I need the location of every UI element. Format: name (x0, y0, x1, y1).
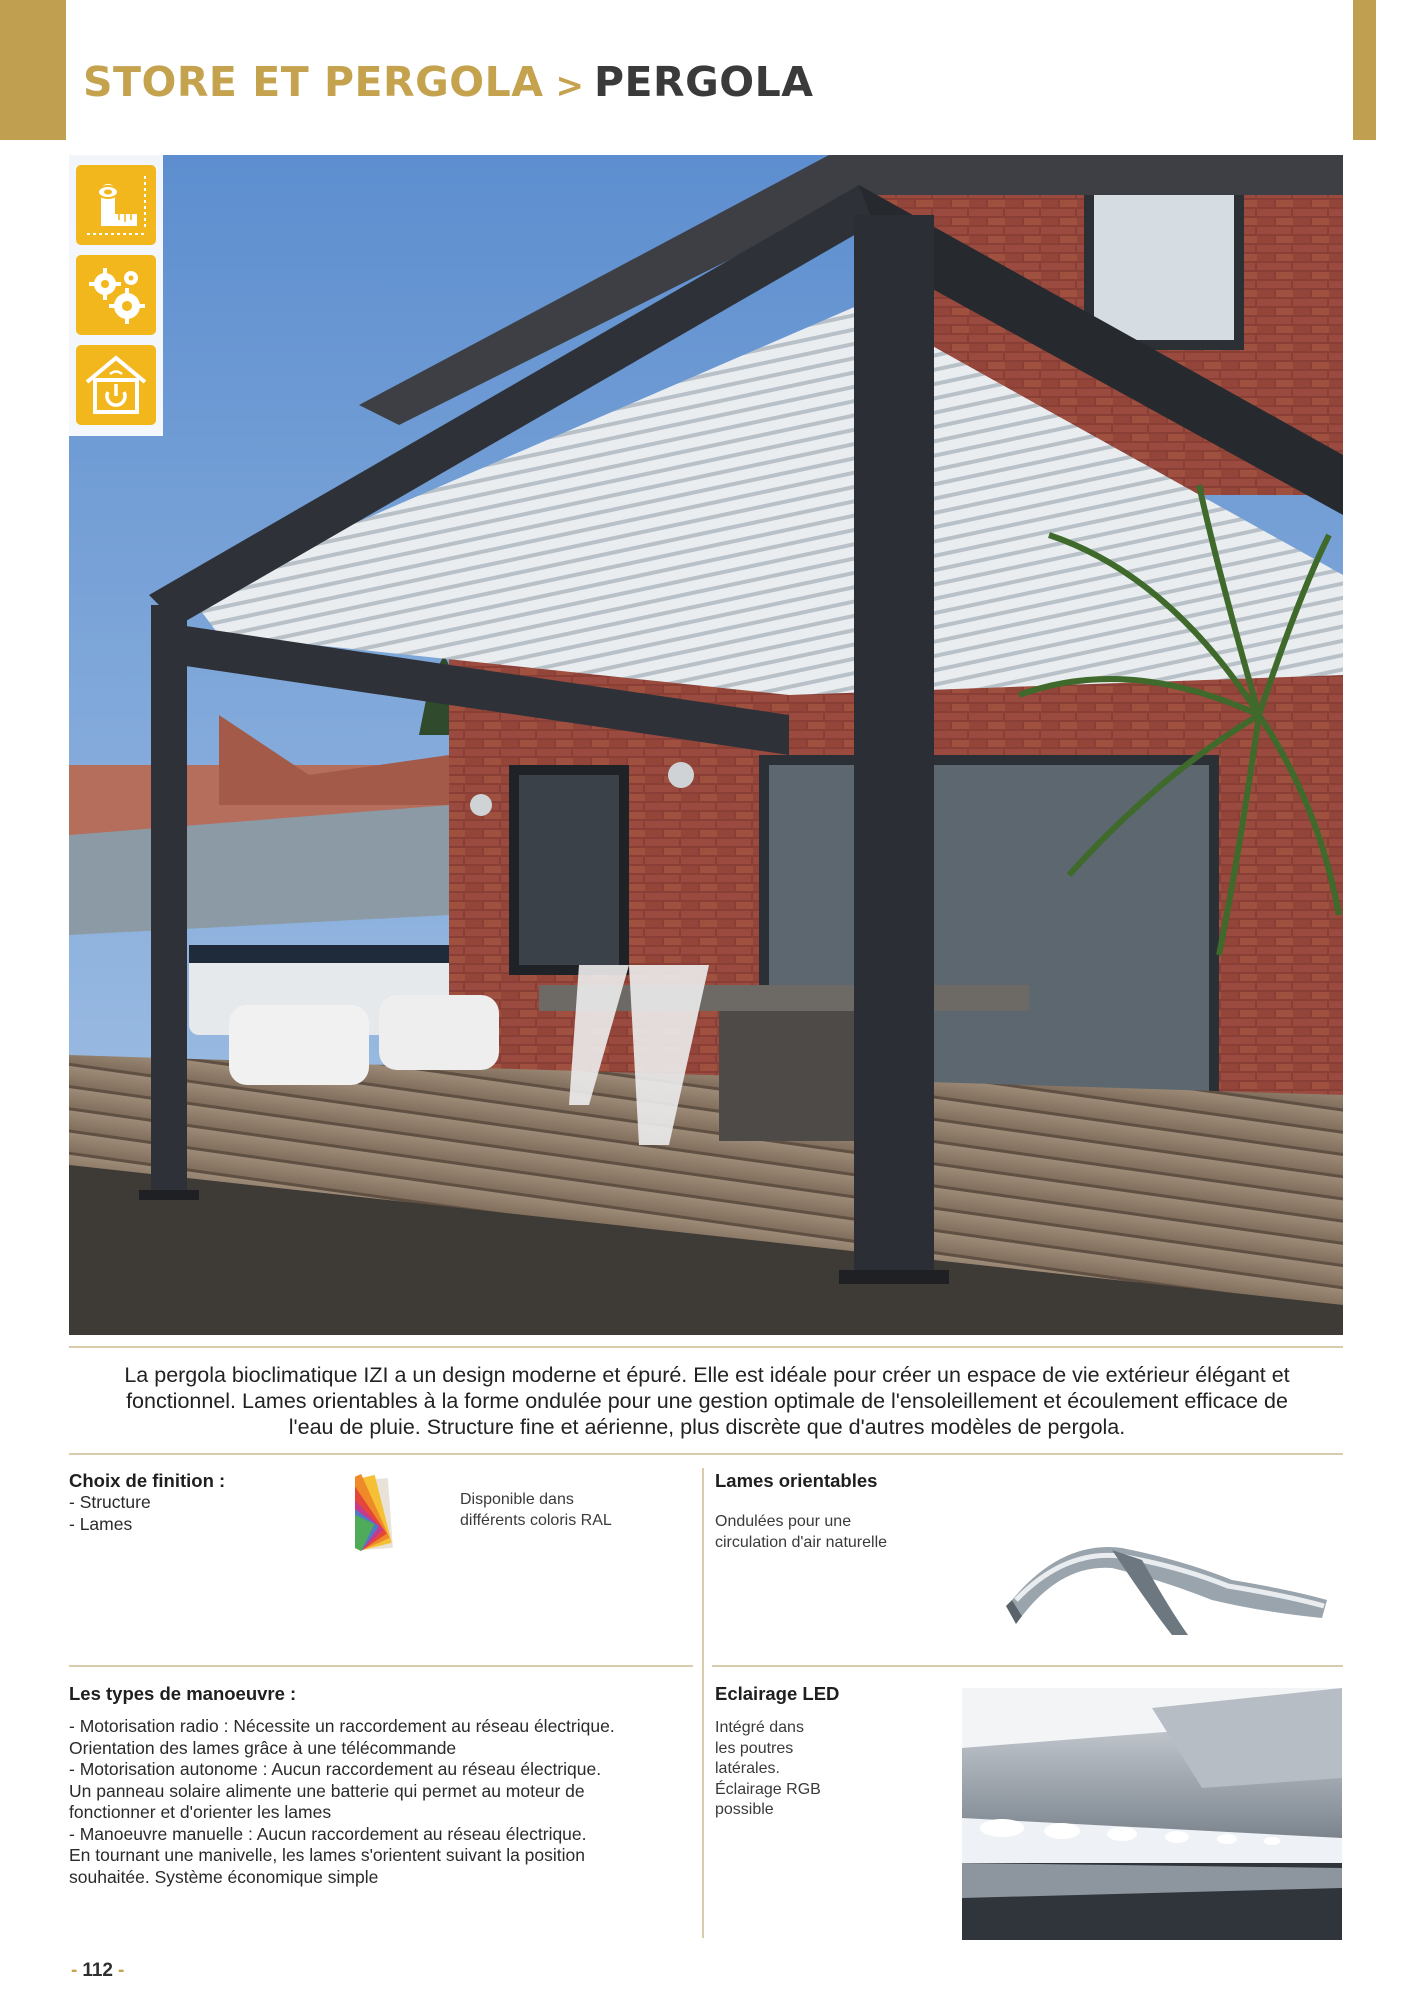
manoeuvre-heading: Les types de manoeuvre : (69, 1683, 297, 1704)
gold-header-tab-right (1353, 0, 1376, 140)
intro-paragraph (80, 1362, 1334, 1440)
text-line: En tournant une manivelle, les lames s'orientent suivant la position (69, 1845, 585, 1865)
column-divider (702, 1468, 704, 1938)
text-line: Ondulées pour une (715, 1513, 852, 1530)
page-title (83, 56, 813, 108)
finition-list (69, 1492, 151, 1535)
text-line: - Motorisation autonome : Aucun raccordement au réseau électrique. (69, 1759, 602, 1779)
list-item: - Structure (69, 1492, 151, 1512)
text-line: Un panneau solaire alimente une batterie qui permet au moteur de (69, 1780, 585, 1801)
tape-measure-icon (76, 165, 156, 245)
text-line: latérales. (715, 1760, 780, 1777)
text-line: circulation d'air naturelle (715, 1533, 888, 1551)
text-line: Éclairage RGB (715, 1780, 821, 1798)
lames-text (715, 1512, 887, 1553)
text-line: - Manoeuvre manuelle : Aucun raccordement au réseau électrique. (69, 1823, 587, 1844)
text-line: Orientation des lames grâce à une télécommande (69, 1737, 457, 1758)
breadcrumb-separator: > (555, 66, 584, 106)
section-title: STORE ET PERGOLA (83, 58, 544, 106)
eclairage-heading: Eclairage LED (715, 1683, 840, 1704)
text-line: possible (715, 1801, 774, 1818)
ral-color-swatch-image (355, 1470, 445, 1560)
list-item: - Lames (69, 1513, 133, 1534)
page-number-value: 112 (82, 1960, 113, 1981)
page-number-dash-left: - (71, 1960, 78, 1981)
text-line: les poutres (715, 1739, 794, 1757)
louver-blade-image (1002, 1520, 1332, 1645)
gears-icon (76, 255, 156, 335)
note-line: différents coloris RAL (460, 1511, 612, 1529)
pergola-hero-photo (69, 155, 1343, 1335)
page-number (66, 1960, 129, 1982)
gold-header-tab-left (0, 0, 66, 140)
text-line: Intégré dans (715, 1719, 804, 1736)
led-lighting-photo (962, 1688, 1342, 1940)
page-number-dash-right: - (117, 1960, 125, 1981)
note-line: Disponible dans (460, 1491, 574, 1508)
divider-top (69, 1346, 1343, 1348)
text-line: souhaitée. Système économique simple (69, 1866, 379, 1887)
product-title: PERGOLA (593, 58, 814, 106)
lames-heading: Lames orientables (715, 1470, 878, 1491)
intro-line: La pergola bioclimatique IZI a un design moderne et épuré. Elle est idéale pour créer un espace de vie extérieur élégant et (124, 1363, 1290, 1387)
intro-line: fonctionnel. Lames orientables à la forme ondulée pour une gestion optimale de l'ensoleillement et écoulement efficace de (126, 1389, 1288, 1413)
intro-line: l'eau de pluie. Structure fine et aérienne, plus discrète que d'autres modèles de pergola. (288, 1415, 1126, 1439)
finition-heading: Choix de finition : (69, 1470, 226, 1491)
text-line: - Motorisation radio : Nécessite un raccordement au réseau électrique. (69, 1716, 615, 1736)
divider-intro (69, 1453, 1343, 1455)
divider-left-middle (69, 1665, 693, 1667)
text-line: fonctionner et d'orienter les lames (69, 1802, 332, 1822)
eclairage-text (715, 1718, 821, 1821)
divider-right-middle (712, 1665, 1343, 1667)
home-remote-power-icon (76, 345, 156, 425)
manoeuvre-list (69, 1716, 615, 1888)
finition-note (460, 1490, 612, 1531)
